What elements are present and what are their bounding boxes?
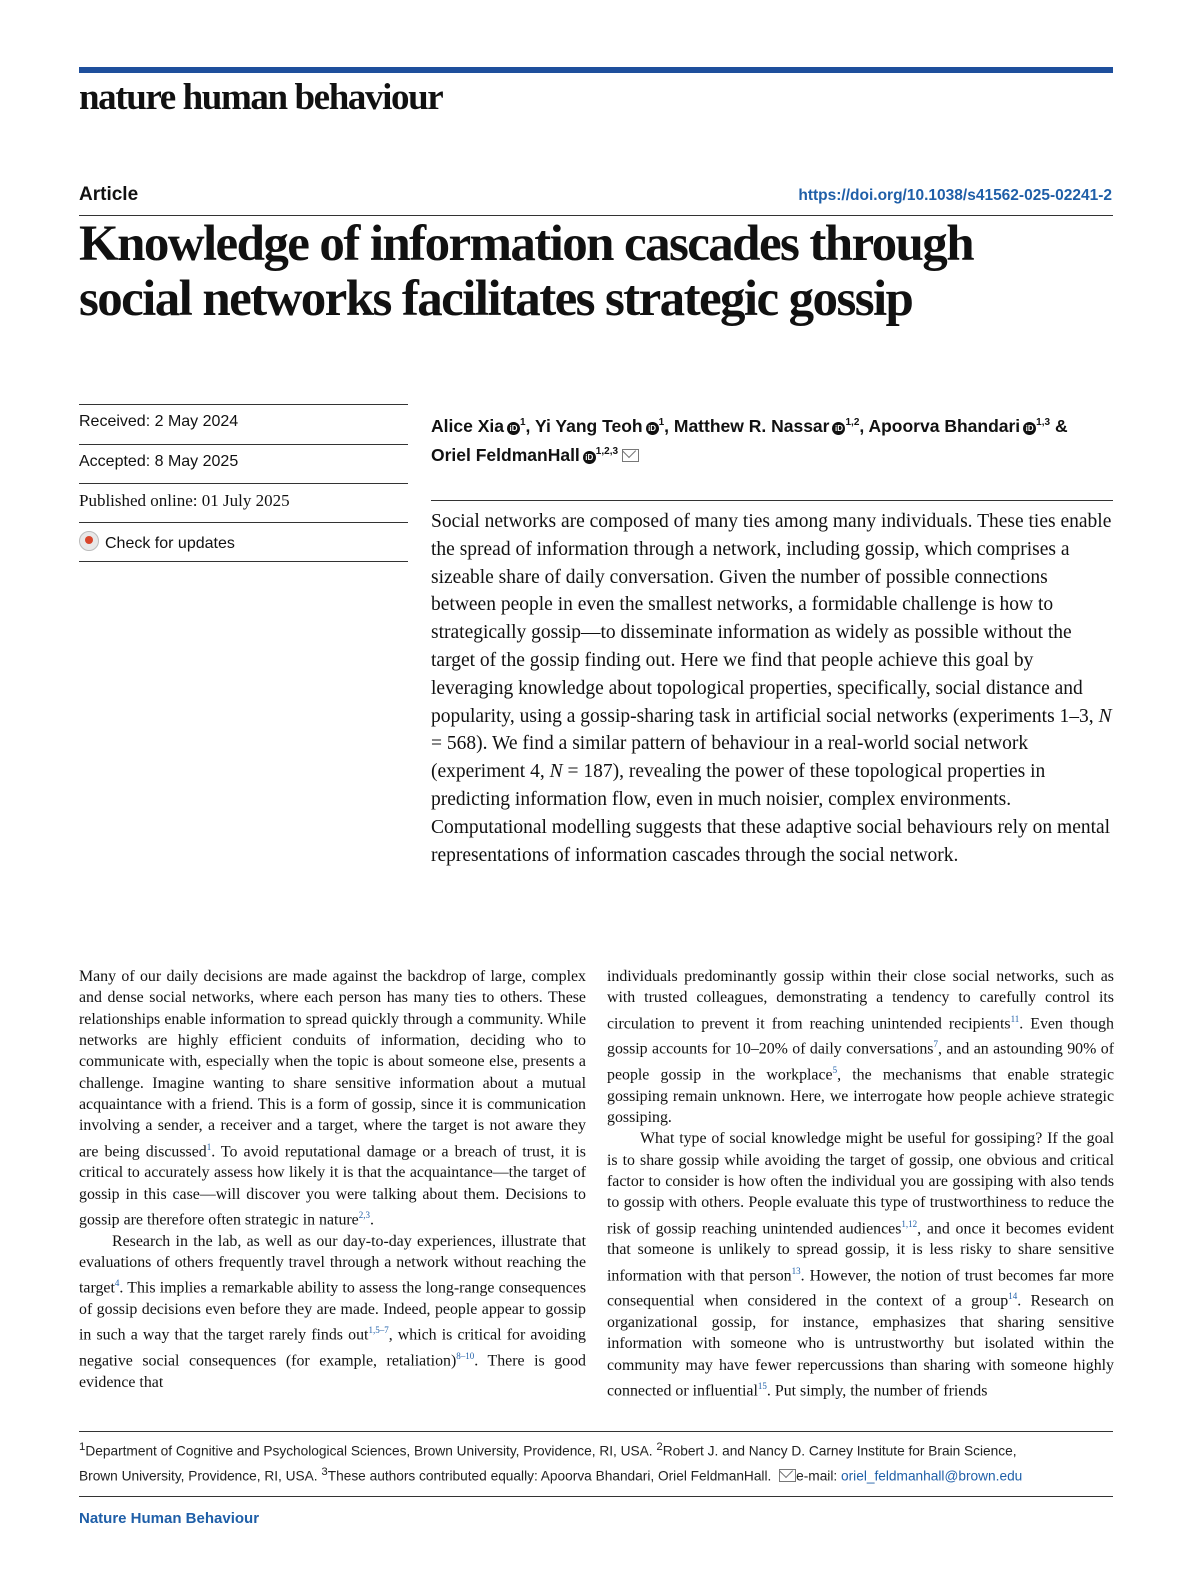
journal-name: nature human behaviour — [79, 77, 443, 118]
citation-link[interactable]: 8–10 — [456, 1351, 475, 1362]
email-label: e-mail: — [796, 1468, 841, 1484]
body-paragraph — [607, 1128, 1114, 1401]
body-paragraph — [607, 966, 1114, 1128]
author-name[interactable]: Matthew R. Nassar — [673, 415, 830, 436]
author-name[interactable]: Oriel FeldmanHall — [431, 444, 580, 465]
body-column-right — [607, 966, 1114, 1402]
body-text: . However, the notion of trust becomes far more consequential when considered in the context of a group — [607, 1266, 1114, 1310]
orcid-icon[interactable]: iD — [507, 422, 520, 435]
orcid-icon[interactable]: iD — [1023, 422, 1036, 435]
author-separator: & — [1050, 415, 1068, 436]
citation-link[interactable]: 15 — [757, 1380, 767, 1391]
meta-divider — [79, 404, 408, 405]
body-paragraph — [79, 966, 586, 1231]
meta-divider — [79, 561, 408, 562]
author-affiliation: 1 — [519, 417, 526, 428]
meta-divider — [79, 483, 408, 484]
body-text: Many of our daily decisions are made against the backdrop of large, complex and dense social networks, where each person has many ties to others. These relationships enable information to spread quickly through a community. While networks are highly efficient conduits of information, deciding who to communicate with, especially when the topic is about someone else, presents a challenge. Imagine wanting to share sensitive information about a mutual acquaintance with a friend. This is a form of gossip, since it is communication involving a sender, a receiver and a target, where the target is not aware they are being discussed — [79, 968, 586, 1161]
author-affiliation: 1,2,3 — [595, 445, 619, 457]
footnote-divider — [79, 1431, 1113, 1432]
abstract-divider — [431, 500, 1113, 501]
body-text: , which is critical for avoiding negative social consequences (for example, retaliation) — [79, 1326, 586, 1370]
citation-link[interactable]: 13 — [791, 1265, 801, 1276]
corresponding-author-icon[interactable] — [622, 449, 639, 462]
author-separator: , — [859, 415, 869, 436]
email-icon — [779, 1469, 796, 1482]
body-text: . — [369, 1211, 374, 1229]
title-line-2: social networks facilitates strategic gossip — [79, 271, 913, 327]
body-text: What type of social knowledge might be useful for gossiping? If the goal is to share gossip while avoiding the target of gossip, one obvious and critical factor to consider is how often the individual you are gossiping with also tends to gossip with others. People evaluate this type of trustworthiness to reduce the risk of gossip reaching unintended audiences — [607, 1130, 1114, 1237]
author-name[interactable]: Yi Yang Teoh — [534, 415, 643, 436]
affiliation-text: These authors contributed equally: Apoorva Bhandari, Oriel FeldmanHall. — [327, 1468, 776, 1484]
orcid-icon[interactable]: iD — [646, 422, 659, 435]
abstract-n-symbol: N — [1098, 705, 1112, 727]
body-text: . There is good evidence that — [79, 1352, 586, 1391]
citation-link[interactable]: 5 — [832, 1064, 838, 1075]
check-for-updates-label: Check for updates — [105, 535, 235, 552]
received-date: Received: 2 May 2024 — [79, 413, 239, 430]
affiliations-footnote — [79, 1437, 1119, 1487]
body-text: . Even though gossip accounts for 10–20% of daily conversations — [607, 1014, 1115, 1058]
author-separator: , — [664, 415, 674, 436]
doi-link[interactable]: https://doi.org/10.1038/s41562-025-02241-2 — [798, 187, 1112, 204]
meta-divider — [79, 522, 408, 523]
citation-link[interactable]: 2,3 — [358, 1210, 370, 1221]
article-type-label: Article — [79, 184, 139, 205]
accepted-date: Accepted: 8 May 2025 — [79, 453, 239, 470]
citation-link[interactable]: 1,5–7 — [368, 1325, 389, 1336]
affiliation-text: Robert J. and Nancy D. Carney Institute for Brain Science, — [662, 1443, 1017, 1459]
footer-journal-name: Nature Human Behaviour — [79, 1510, 260, 1527]
citation-link[interactable]: 1 — [206, 1141, 212, 1152]
published-date: Published online: 01 July 2025 — [79, 491, 290, 510]
affiliation-marker: 2 — [656, 1441, 663, 1453]
body-column-left — [79, 966, 586, 1393]
body-text: individuals predominantly gossip within their close social networks, such as with trusted colleagues, demonstrating a tendency to carefully control its circulation to prevent it from reaching unintended recipients — [607, 968, 1114, 1032]
affiliation-text: Brown University, Providence, RI, USA. — [79, 1468, 322, 1484]
check-for-updates-icon — [79, 531, 99, 551]
body-text: . Research on organizational gossip, for instance, emphasizes that sharing sensitive information with someone who is untrustworthy but isolated within the community may have fewer repercussions than sharing with someone highly connected or influential — [607, 1292, 1115, 1400]
citation-link[interactable]: 1,12 — [901, 1218, 918, 1229]
corresponding-email-link[interactable]: oriel_feldmanhall@brown.edu — [841, 1468, 1023, 1484]
author-list — [431, 410, 1121, 468]
body-text: . Put simply, the number of friends — [766, 1382, 988, 1400]
author-name[interactable]: Alice Xia — [431, 415, 504, 436]
abstract — [431, 508, 1116, 869]
check-for-updates-button[interactable] — [79, 531, 235, 553]
meta-divider — [79, 444, 408, 445]
author-name[interactable]: Apoorva Bhandari — [868, 415, 1021, 436]
citation-link[interactable]: 4 — [114, 1278, 120, 1289]
author-separator: , — [525, 415, 535, 436]
body-text: Research in the lab, as well as our day-to-day experiences, illustrate that evaluations of others frequently travel through a network without reaching the target — [79, 1232, 586, 1297]
body-text: . This implies a remarkable ability to assess the long-range consequences of gossip decisions even before they are made. Indeed, people appear to gossip in such a way that the target rarely finds out — [79, 1279, 586, 1344]
abstract-n-symbol: N — [549, 761, 563, 783]
citation-link[interactable]: 7 — [933, 1039, 938, 1050]
body-text: . To avoid reputational damage or a breach of trust, it is critical to accurately assess how likely it is that the acquaintance—the target of gossip in this case—will discover you were talking about them. Decisions to gossip are therefore often strategic in nature — [79, 1143, 586, 1229]
orcid-icon[interactable]: iD — [583, 451, 596, 464]
affiliation-marker: 3 — [321, 1466, 328, 1479]
title-line-1: Knowledge of information cascades through — [79, 216, 973, 272]
body-text: , the mechanisms that enable strategic gossiping remain unknown. Here, we interrogate how people achieve strategic gossiping. — [607, 1066, 1115, 1126]
body-paragraph — [79, 1231, 586, 1393]
abstract-text: Social networks are composed of many ties among many individuals. These ties enable the spread of information through a network, including gossip, which comprises a sizeable share of daily conversation. Given the number of possible connections between people in even the smallest networks, a formidable challenge is how to strategically gossip—to disseminate information as widely as possible without the target of the gossip finding out. Here we find that people achieve this goal by leveraging knowledge about topological properties, specifically, social distance and popularity, using a gossip-sharing task in artificial social networks (experiments 1–3, — [431, 511, 1112, 727]
footer-divider — [79, 1496, 1113, 1497]
header-accent-bar — [79, 67, 1113, 73]
article-title — [79, 217, 1139, 327]
abstract-text: = 187), revealing the power of these topological properties in predicting information flow, even in much noisier, complex environments. Computational modelling suggests that these adaptive social behaviours rely on mental representations of information cascades through the social network. — [431, 761, 1111, 866]
author-affiliation: 1,2 — [845, 417, 860, 428]
author-affiliation: 1 — [658, 417, 665, 428]
abstract-text: = 568). We find a similar pattern of behaviour in a real-world social network (experiment 4, — [431, 733, 1029, 783]
orcid-icon[interactable]: iD — [832, 422, 845, 435]
affiliation-text: Department of Cognitive and Psychological Sciences, Brown University, Providence, RI, USA. — [85, 1443, 657, 1459]
body-text: , and once it becomes evident that someone is unlikely to spread gossip, it is less risky to share sensitive information with that person — [607, 1219, 1114, 1284]
affiliation-marker: 1 — [79, 1441, 86, 1453]
citation-link[interactable]: 11 — [1010, 1013, 1020, 1024]
body-text: , and an astounding 90% of people gossip in the workplace — [607, 1040, 1114, 1084]
citation-link[interactable]: 14 — [1008, 1291, 1018, 1302]
author-affiliation: 1,3 — [1036, 417, 1051, 428]
